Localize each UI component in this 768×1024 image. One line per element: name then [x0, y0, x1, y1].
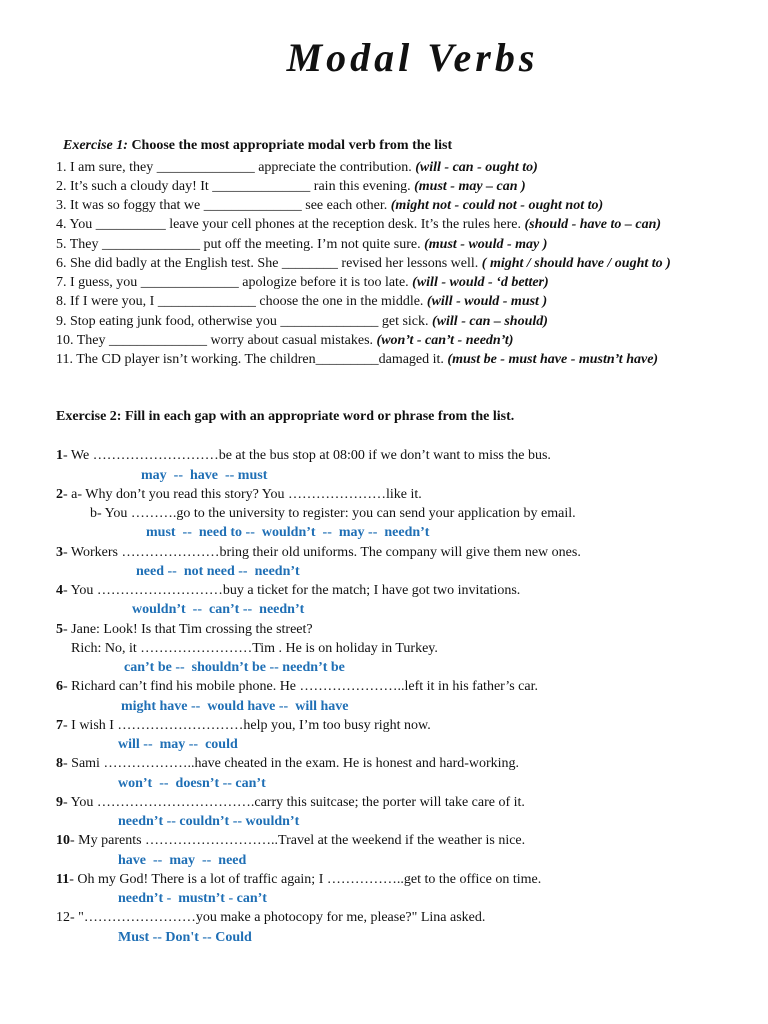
- item-options: (will - would - ‘d better): [412, 275, 549, 290]
- exercise2-question: [56, 582, 520, 600]
- exercise2-options: might have -- would have -- will have: [121, 699, 349, 714]
- exercise2-heading: Exercise 2: Fill in each gap with an appropriate word or phrase from the list.: [56, 409, 515, 424]
- exercise2-question: [56, 871, 541, 889]
- item-options: (will - can – should): [432, 314, 548, 329]
- item-options: (might not - could not - ought not to): [390, 198, 604, 213]
- exercise2-options: Must -- Don't -- Could: [118, 930, 252, 945]
- question-number: 9: [56, 795, 63, 810]
- question-text: - We ………………………be at the bus stop at 08:00 if we don’t want to miss the bus.: [63, 448, 551, 463]
- exercise2-options: can’t be -- shouldn’t be -- needn’t be: [124, 660, 345, 675]
- exercise2-question: [56, 678, 538, 696]
- question-number: 6: [56, 679, 63, 694]
- question-number: 11: [56, 872, 70, 887]
- exercise2-question: [56, 832, 525, 850]
- item-text: 1. I am sure, they ______________ appreciate the contribution.: [56, 160, 416, 175]
- question-number: 1: [56, 448, 63, 463]
- question-text: b- You ……….go to the university to register: you can send your application by email.: [90, 506, 576, 521]
- exercise1-item: [56, 293, 547, 311]
- item-text: 10. They ______________ worry about casual mistakes.: [56, 333, 377, 348]
- exercise2-question: [56, 755, 519, 773]
- item-options: (will - can - ought to): [415, 160, 538, 175]
- exercise1-item: [56, 332, 513, 350]
- exercise1-item: [56, 236, 547, 254]
- item-text: 11. The CD player isn’t working. The children_________damaged it.: [56, 352, 448, 367]
- exercise2-options: needn’t -- couldn’t -- wouldn’t: [118, 814, 300, 829]
- item-text: 5. They ______________ put off the meeting. I’m not quite sure.: [56, 237, 425, 252]
- item-options: (must - may – can ): [414, 179, 526, 194]
- item-options: (will - would - must ): [426, 294, 548, 309]
- item-options: (must - would - may ): [424, 237, 548, 252]
- question-text: - Workers …………………bring their old uniforms. The company will give them new ones.: [63, 545, 581, 560]
- question-text: 12- "……………………you make a photocopy for me, please?" Lina asked.: [56, 910, 486, 925]
- exercise2-question: [56, 447, 551, 465]
- question-text: - I wish I ………………………help you, I’m too busy right now.: [63, 718, 431, 733]
- exercise1-item: [56, 274, 549, 292]
- page-title: Modal Verbs: [286, 35, 539, 80]
- exercise1-item: [56, 159, 538, 177]
- exercise2-options: will -- may -- could: [118, 737, 238, 752]
- exercise2-options: may -- have -- must: [141, 468, 268, 483]
- exercise1-label: Exercise 1:: [63, 138, 128, 153]
- exercise2-options: needn’t - mustn’t - can’t: [118, 891, 267, 906]
- exercise1-item: [56, 313, 548, 331]
- question-text: - Sami ………………..have cheated in the exam. He is honest and hard-working.: [63, 756, 520, 771]
- question-text: - Richard can’t find his mobile phone. He …………………..left it in his father’s car.: [63, 679, 538, 694]
- exercise2-options: need -- not need -- needn’t: [136, 564, 300, 579]
- question-text: - a- Why don’t you read this story? You …………………like it.: [63, 487, 422, 502]
- exercise2-question: [90, 505, 576, 523]
- exercise1-item: [56, 178, 526, 196]
- item-options: (won’t - can’t - needn’t): [376, 333, 514, 348]
- question-number: 8: [56, 756, 63, 771]
- question-text: - Oh my God! There is a lot of traffic again; I ……………..get to the office on time.: [69, 872, 542, 887]
- exercise1-item: [56, 216, 661, 234]
- item-options: (must be - must have - mustn’t have): [447, 352, 659, 367]
- exercise2-question: [56, 486, 422, 504]
- item-text: 2. It’s such a cloudy day! It ______________ rain this evening.: [56, 179, 415, 194]
- exercise2-question: [56, 717, 431, 735]
- exercise1-item: [56, 255, 671, 273]
- exercise2-question: [71, 640, 438, 658]
- item-text: 9. Stop eating junk food, otherwise you ______________ get sick.: [56, 314, 433, 329]
- question-text: Rich: No, it ……………………Tim . He is on holiday in Turkey.: [71, 641, 438, 656]
- exercise2-options: won’t -- doesn’t -- can’t: [118, 776, 266, 791]
- question-number: 5: [56, 622, 63, 637]
- question-text: - You ………………………buy a ticket for the match; I have got two invitations.: [63, 583, 521, 598]
- question-number: 10: [56, 833, 70, 848]
- item-options: ( might / should have / ought to ): [481, 256, 671, 271]
- exercise1-item: [56, 351, 658, 369]
- exercise2-question: [56, 544, 581, 562]
- item-text: 4. You __________ leave your cell phones at the reception desk. It’s the rules here.: [56, 217, 525, 232]
- item-text: 7. I guess, you ______________ apologize before it is too late.: [56, 275, 413, 290]
- exercise1-heading: [63, 138, 452, 154]
- item-options: (should - have to – can): [524, 217, 662, 232]
- exercise1-instruction: Choose the most appropriate modal verb from the list: [131, 138, 453, 153]
- exercise1-item: [56, 197, 603, 215]
- exercise2-options: have -- may -- need: [118, 853, 247, 868]
- item-text: 6. She did badly at the English test. She ________ revised her lessons well.: [56, 256, 482, 271]
- exercise2-question: [56, 794, 525, 812]
- question-text: - My parents ………………………..Travel at the weekend if the weather is nice.: [70, 833, 526, 848]
- question-text: - Jane: Look! Is that Tim crossing the street?: [63, 622, 313, 637]
- question-text: - You …………………………….carry this suitcase; the porter will take care of it.: [63, 795, 525, 810]
- question-number: 7: [56, 718, 63, 733]
- exercise2-question: [56, 621, 313, 639]
- question-number: 3: [56, 545, 63, 560]
- exercise2-options: must -- need to -- wouldn’t -- may -- needn’t: [146, 525, 430, 540]
- question-number: 4: [56, 583, 63, 598]
- item-text: 8. If I were you, I ______________ choose the one in the middle.: [56, 294, 427, 309]
- question-number: 2: [56, 487, 63, 502]
- item-text: 3. It was so foggy that we ______________ see each other.: [56, 198, 391, 213]
- exercise2-question: [56, 909, 485, 927]
- exercise2-options: wouldn’t -- can’t -- needn’t: [132, 602, 305, 617]
